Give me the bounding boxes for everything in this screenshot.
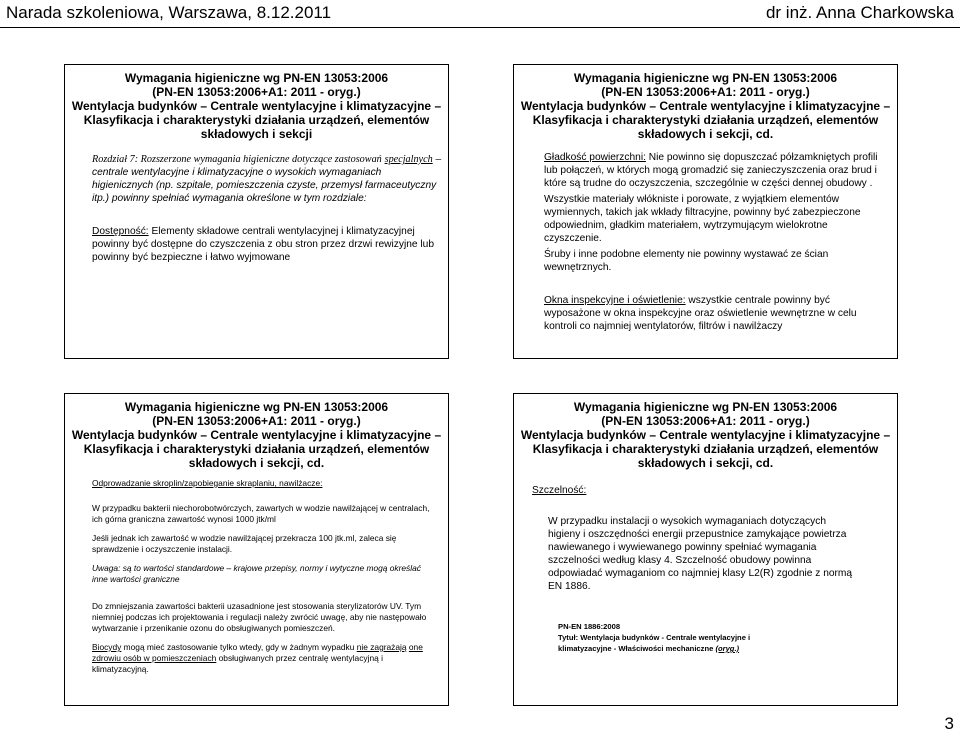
biocides-term: Biocydy — [92, 642, 122, 652]
biocides-paragraph — [92, 642, 438, 675]
biocides-emphasis: nie zagrażają — [356, 642, 407, 652]
title-line: Wentylacja budynków – Centrale wentylacyjne i klimatyzacyjne – — [520, 99, 891, 113]
title-line: Wymagania higieniczne wg PN-EN 13053:2006 — [573, 400, 838, 414]
tightness-label: Szczelność: — [532, 485, 587, 496]
smoothness-text: Nie powinno się dopuszczać półzamkniętych profili lub połączeń, w których mogą gromadzić się zanieczyszczenia oraz brud i które są trudne do oczyszczenia, szczególnie w części dennej obudowy . — [544, 152, 878, 189]
title-line: Wentylacja budynków – Centrale wentylacyjne i klimatyzacyjne – — [71, 99, 442, 113]
accessibility-label: Dostępność: — [92, 226, 149, 237]
reference-original-tag: (oryg.) — [715, 644, 740, 653]
title-line: (PN-EN 13053:2006+A1: 2011 - oryg.) — [152, 85, 361, 99]
chapter-text: – centrale wentylacyjne i klimatyzacyjne o wysokich wymaganiach higienicznych (np. szpitale, pomieszczenia czyste, przemysł farmaceutyczny itp.) powinny spełniać wymagania określone w tym rozdziale: — [92, 154, 442, 204]
inspection-paragraph — [544, 294, 879, 333]
inspection-label: Okna inspekcyjne i oświetlenie: — [544, 295, 686, 306]
title-line: (PN-EN 13053:2006+A1: 2011 - oryg.) — [601, 85, 810, 99]
uv-paragraph: Do zmniejszania zawartości bakterii uzasadnione jest stosowania sterylizatorów UV. Tym niemniej podczas ich projektowania i regulacji należy zwrócić uwagę, aby nie następowało wytwarzanie i przenikanie ozonu do obsługiwanych pomieszczeń. — [92, 601, 427, 633]
inspection-text: wszystkie centrale powinny być wyposażone w okna inspekcyjne oraz oświetlenie wewnętrzne w celu kontroli co najmniej wentylatorów, filtrów i nawilżaczy — [544, 295, 857, 332]
slide-title — [514, 71, 897, 141]
header-divider — [0, 27, 960, 28]
title-line: składowych i sekcji, cd. — [188, 456, 325, 470]
biocides-emphasis-2: one zdrowiu osób w pomieszczeniach — [92, 642, 423, 663]
header-event: Narada szkoleniowa, Warszawa, 8.12.2011 — [6, 3, 332, 22]
title-line: Wentylacja budynków – Centrale wentylacyjne i klimatyzacyjne – — [71, 428, 442, 442]
page-header — [0, 0, 960, 26]
title-line: Klasyfikacja i charakterystyki działania urządzeń, elementów — [532, 113, 879, 127]
slide-title — [65, 71, 448, 141]
title-line: Wymagania higieniczne wg PN-EN 13053:2006 — [573, 71, 838, 85]
materials-paragraph: Wszystkie materiały włókniste i porowate, z wyjątkiem elementów wymiennych, takich jak wkłady filtracyjne, powinny być zabezpieczone odpowiednim, gładkim materiałem, wytrzymującym wielokrotne czyszczenie. — [544, 194, 861, 244]
condensate-heading: Odprowadzanie skroplin/zapobieganie skraplaniu, nawilżacze: — [92, 478, 323, 488]
tightness-paragraph: W przypadku instalacji o wysokich wymaganiach dotyczących higieny i oszczędności energii przepustnice zamykające powietrza nawiewanego i wywiewanego powinny spełniać wymagania szczelności według klasy 4. Szczelność obudowy powinna odpowiadać wymaganiom co najmniej klasy L2(R) zgodnie z normą EN 1886. — [548, 516, 853, 592]
title-line: składowych i sekcji, cd. — [637, 127, 774, 141]
biocides-text: mogą mieć zastosowanie tylko wtedy, gdy w żadnym wypadku — [121, 642, 357, 652]
bacteria-check-paragraph: Jeśli jednak ich zawartość w wodzie nawilżającej przekracza 100 jtk.ml, zaleca się sprawdzenie i oczyszczenie instalacji. — [92, 533, 397, 554]
title-line: Klasyfikacja i charakterystyki działania urządzeń, elementów — [532, 442, 879, 456]
slide-2 — [513, 64, 898, 359]
accessibility-text: Elementy składowe centrali wentylacyjnej i klimatyzacyjnej powinny być dostępne do czyszczenia z obu stron przez drzwi rewizyjne lub powinny być bezpieczne i łatwo wyjmowane — [92, 226, 435, 263]
reference-line — [558, 643, 857, 654]
title-line: Klasyfikacja i charakterystyki działania urządzeń, elementów — [83, 442, 430, 456]
slide-title — [65, 400, 448, 470]
header-author: dr inż. Anna Charkowska — [765, 3, 954, 22]
note-paragraph: Uwaga: są to wartości standardowe – krajowe przepisy, normy i wytyczne mogą określać inne wartości graniczne — [92, 563, 421, 584]
slide-title — [514, 400, 897, 470]
standard-reference — [532, 621, 857, 654]
chapter-heading-underlined: specjalnych — [384, 154, 433, 165]
reference-text: klimatyzacyjne - Właściwości mechaniczne — [558, 644, 714, 653]
bacteria-limit-paragraph: W przypadku bakterii niechorobotwórczych, zawartych w wodzie nawilżającej w centralach, ich górna graniczna zawartość wynosi 1000 jtk/ml — [92, 503, 430, 524]
reference-line: PN-EN 1886:2008 — [558, 622, 621, 631]
title-line: Wymagania higieniczne wg PN-EN 13053:2006 — [124, 71, 389, 85]
title-line: składowych i sekcji, cd. — [637, 456, 774, 470]
page-number: 3 — [944, 714, 954, 733]
screws-paragraph: Śruby i inne podobne elementy nie powinny wystawać ze ścian wewnętrznych. — [544, 249, 829, 273]
title-line: Klasyfikacja i charakterystyki działania urządzeń, elementów — [83, 113, 430, 127]
smoothness-paragraph — [544, 151, 879, 190]
slide-3 — [64, 393, 449, 706]
biocides-text-end: obsługiwanych przez centralę wentylacyjną i klimatyzacyjną. — [92, 653, 383, 674]
slide-4 — [513, 393, 898, 706]
slide-1 — [64, 64, 449, 359]
smoothness-label: Gładkość powierzchni: — [544, 152, 646, 163]
title-line: (PN-EN 13053:2006+A1: 2011 - oryg.) — [601, 414, 810, 428]
title-line: (PN-EN 13053:2006+A1: 2011 - oryg.) — [152, 414, 361, 428]
chapter-paragraph — [92, 153, 442, 205]
accessibility-paragraph — [92, 225, 442, 264]
chapter-heading: Rozdział 7: Rozszerzone wymagania higieniczne dotyczące zastosowań — [92, 154, 382, 165]
title-line: Wymagania higieniczne wg PN-EN 13053:2006 — [124, 400, 389, 414]
title-line: Wentylacja budynków – Centrale wentylacyjne i klimatyzacyjne – — [520, 428, 891, 442]
reference-line: Tytuł: Wentylacja budynków - Centrale wentylacyjne i — [558, 633, 751, 642]
title-line: składowych i sekcji — [200, 127, 313, 141]
